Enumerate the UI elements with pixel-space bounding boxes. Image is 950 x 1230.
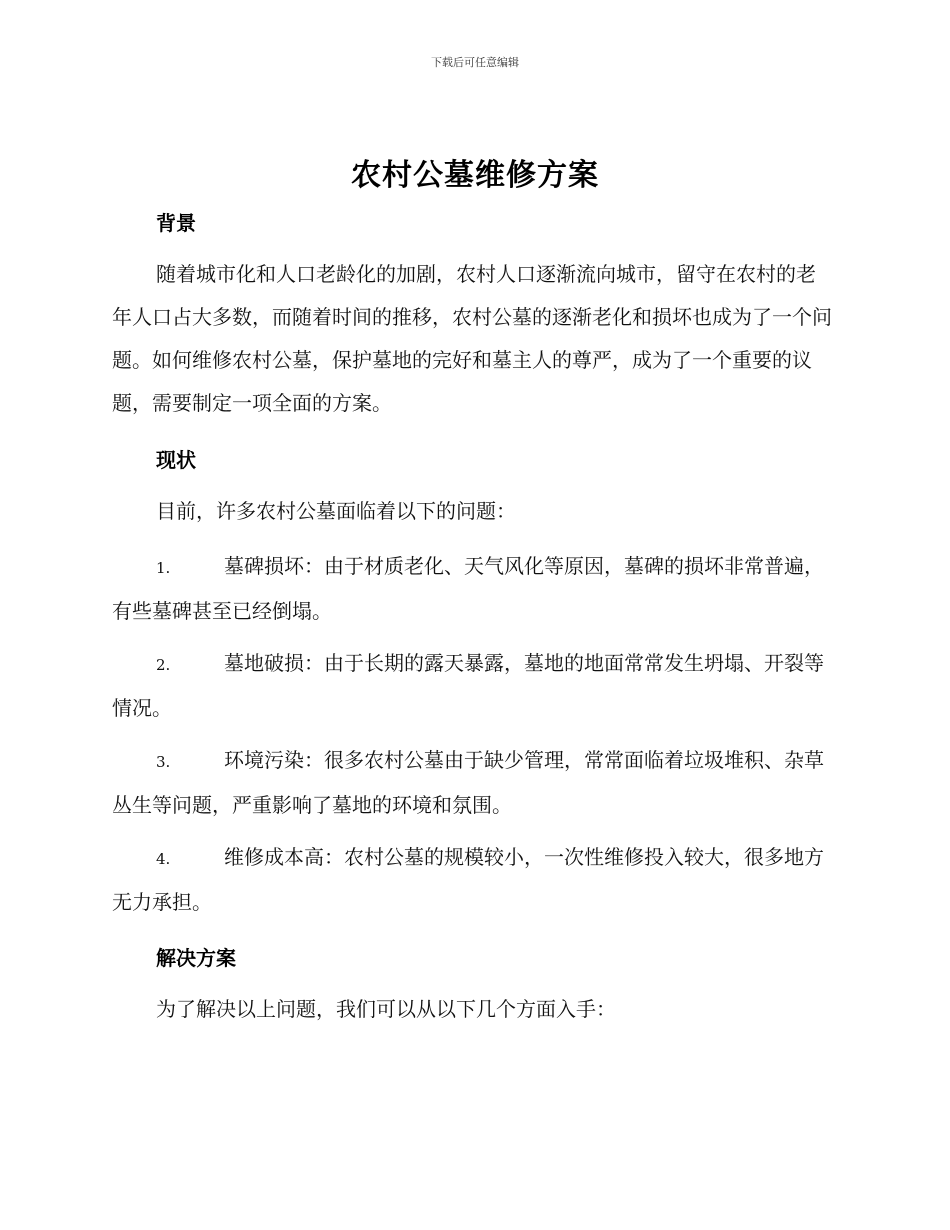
document-title: 农村公墓维修方案 — [351, 158, 599, 193]
list-item-number: 4. — [156, 850, 171, 868]
header-note: 下载后可任意编辑 — [431, 56, 519, 69]
section-heading-status: 现状 — [156, 448, 196, 472]
background-paragraph: 随着城市化和人口老龄化的加剧，农村人口逐渐流向城市，留守在农村的老年人口占大多数，而随着时间的推移，农村公墓的逐渐老化和损坏也成为了一个问题。如何维修农村公墓，保护墓地的完好和墓主人的尊严，成为了一个重要的议题，需要制定一项全面的方案。 — [112, 262, 832, 415]
list-item-text: 维修成本高：农村公墓的规模较小，一次性维修投入较大，很多地方无力承担。 — [112, 845, 824, 914]
solution-intro: 为了解决以上问题，我们可以从以下几个方面入手： — [156, 997, 616, 1021]
list-item-text: 环境污染：很多农村公墓由于缺少管理，常常面临着垃圾堆积、杂草丛生等问题，严重影响了墓地的环境和氛围。 — [112, 748, 824, 817]
list-item — [112, 739, 832, 827]
list-item-number: 1. — [156, 559, 171, 577]
list-item-number: 3. — [156, 753, 171, 771]
status-intro: 目前，许多农村公墓面临着以下的问题： — [156, 499, 516, 523]
list-item-text: 墓碑损坏：由于材质老化、天气风化等原因，墓碑的损坏非常普遍，有些墓碑甚至已经倒塌。 — [112, 554, 824, 623]
list-item-number: 2. — [156, 656, 171, 674]
section-heading-solution: 解决方案 — [156, 946, 236, 970]
list-item — [112, 545, 832, 633]
list-item-text: 墓地破损：由于长期的露天暴露，墓地的地面常常发生坍塌、开裂等情况。 — [112, 651, 824, 720]
list-item — [112, 642, 832, 730]
section-heading-background: 背景 — [156, 211, 196, 235]
list-item — [112, 836, 832, 924]
